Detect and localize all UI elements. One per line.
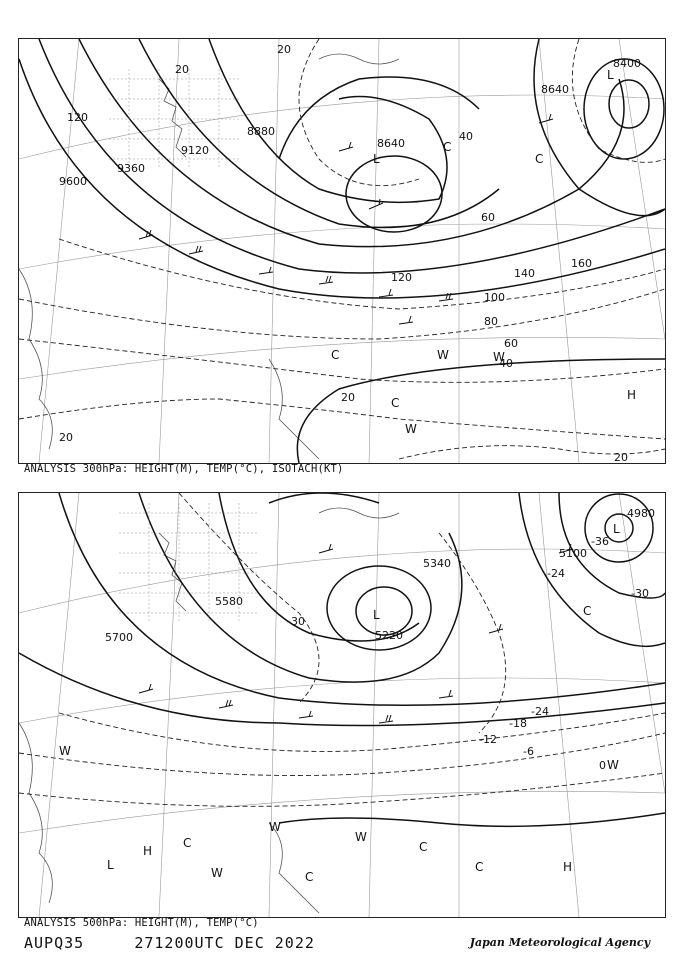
isotach-label: 80 — [484, 315, 498, 328]
temperature-label: -36 — [591, 535, 609, 548]
warm-symbol: W — [269, 820, 281, 834]
temperature-label: 0 — [599, 759, 606, 772]
cold-symbol: C — [391, 396, 400, 410]
cold-symbol: C — [305, 870, 314, 884]
height-labels-300 — [59, 57, 641, 188]
height-label-4980: 4980 — [627, 507, 655, 520]
isotach-label: 20 — [341, 391, 355, 404]
isotach-label: 20 — [175, 63, 189, 76]
chart-code: AUPQ35 — [24, 934, 85, 952]
height-label-5100: 5100 — [559, 547, 587, 560]
height-label-8400: 8400 — [613, 57, 641, 70]
chart-code-and-time — [24, 934, 315, 952]
height-label-8640-a: 8640 — [377, 137, 405, 150]
warm-symbol: W — [437, 348, 449, 362]
isotach-label: 120 — [67, 111, 88, 124]
high-symbol: H — [563, 860, 573, 874]
map-panel-500hpa — [18, 492, 666, 918]
warm-symbol: W — [405, 422, 417, 436]
temperature-labels-500 — [287, 535, 649, 772]
temperature-label: -6 — [523, 745, 534, 758]
isotach-label: 40 — [459, 130, 473, 143]
height-label-9360: 9360 — [117, 162, 145, 175]
low-symbol: L — [107, 858, 114, 872]
valid-time: 271200UTC DEC 2022 — [134, 934, 315, 952]
temperature-label: -12 — [479, 733, 497, 746]
height-label-9120: 9120 — [181, 144, 209, 157]
height-labels-500 — [105, 507, 655, 644]
isotach-label: 20 — [277, 43, 291, 56]
caption-300hpa: ANALYSIS 300hPa: HEIGHT(M), TEMP(°C), ISOTACH(KT) — [24, 463, 344, 475]
map-500hpa-svg — [19, 493, 665, 917]
height-label-5580: 5580 — [215, 595, 243, 608]
warm-symbol: W — [59, 744, 71, 758]
agency-credit: Japan Meteorological Agency — [469, 936, 650, 949]
height-label-5220: 5220 — [375, 629, 403, 642]
isotach-label: 160 — [571, 257, 592, 270]
isotach-label: 120 — [391, 271, 412, 284]
low-symbol: L — [613, 522, 620, 536]
temperature-label: -30 — [287, 615, 305, 628]
caption-500hpa: ANALYSIS 500hPa: HEIGHT(M), TEMP(°C) — [24, 917, 259, 929]
isotach-label: 100 — [484, 291, 505, 304]
cold-symbol: C — [583, 604, 592, 618]
cold-symbol: C — [535, 152, 544, 166]
height-contours-500 — [19, 493, 665, 826]
height-label-5340: 5340 — [423, 557, 451, 570]
height-label-8640-b: 8640 — [541, 83, 569, 96]
map-300hpa-svg — [19, 39, 665, 463]
low-symbol: L — [607, 68, 614, 82]
low-symbol: L — [373, 152, 380, 166]
isotach-label: 60 — [504, 337, 518, 350]
low-symbol: L — [373, 608, 380, 622]
cold-symbol: C — [475, 860, 484, 874]
isotach-label: 140 — [514, 267, 535, 280]
temperature-label: -30 — [631, 587, 649, 600]
height-label-8880: 8880 — [247, 125, 275, 138]
warm-symbol: W — [355, 830, 367, 844]
map-panel-300hpa — [18, 38, 666, 464]
height-label-9600: 9600 — [59, 175, 87, 188]
warm-symbol: W — [211, 866, 223, 880]
temperature-label: -24 — [547, 567, 565, 580]
isotach-label: 20 — [59, 431, 73, 444]
temperature-label: -18 — [509, 717, 527, 730]
isotach-label: 20 — [614, 451, 628, 463]
high-symbol: H — [627, 388, 637, 402]
high-symbol: H — [143, 844, 153, 858]
cold-symbol: C — [419, 840, 428, 854]
cold-symbol: C — [443, 140, 452, 154]
height-label-5700: 5700 — [105, 631, 133, 644]
isotach-labels-300 — [59, 43, 628, 463]
warm-symbol: W — [493, 350, 505, 364]
cold-symbol: C — [331, 348, 340, 362]
warm-symbol: W — [607, 758, 619, 772]
cold-symbol: C — [183, 836, 192, 850]
isotach-label: 60 — [481, 211, 495, 224]
isotach-label: 40 — [499, 357, 513, 370]
temperature-label: -24 — [531, 705, 549, 718]
